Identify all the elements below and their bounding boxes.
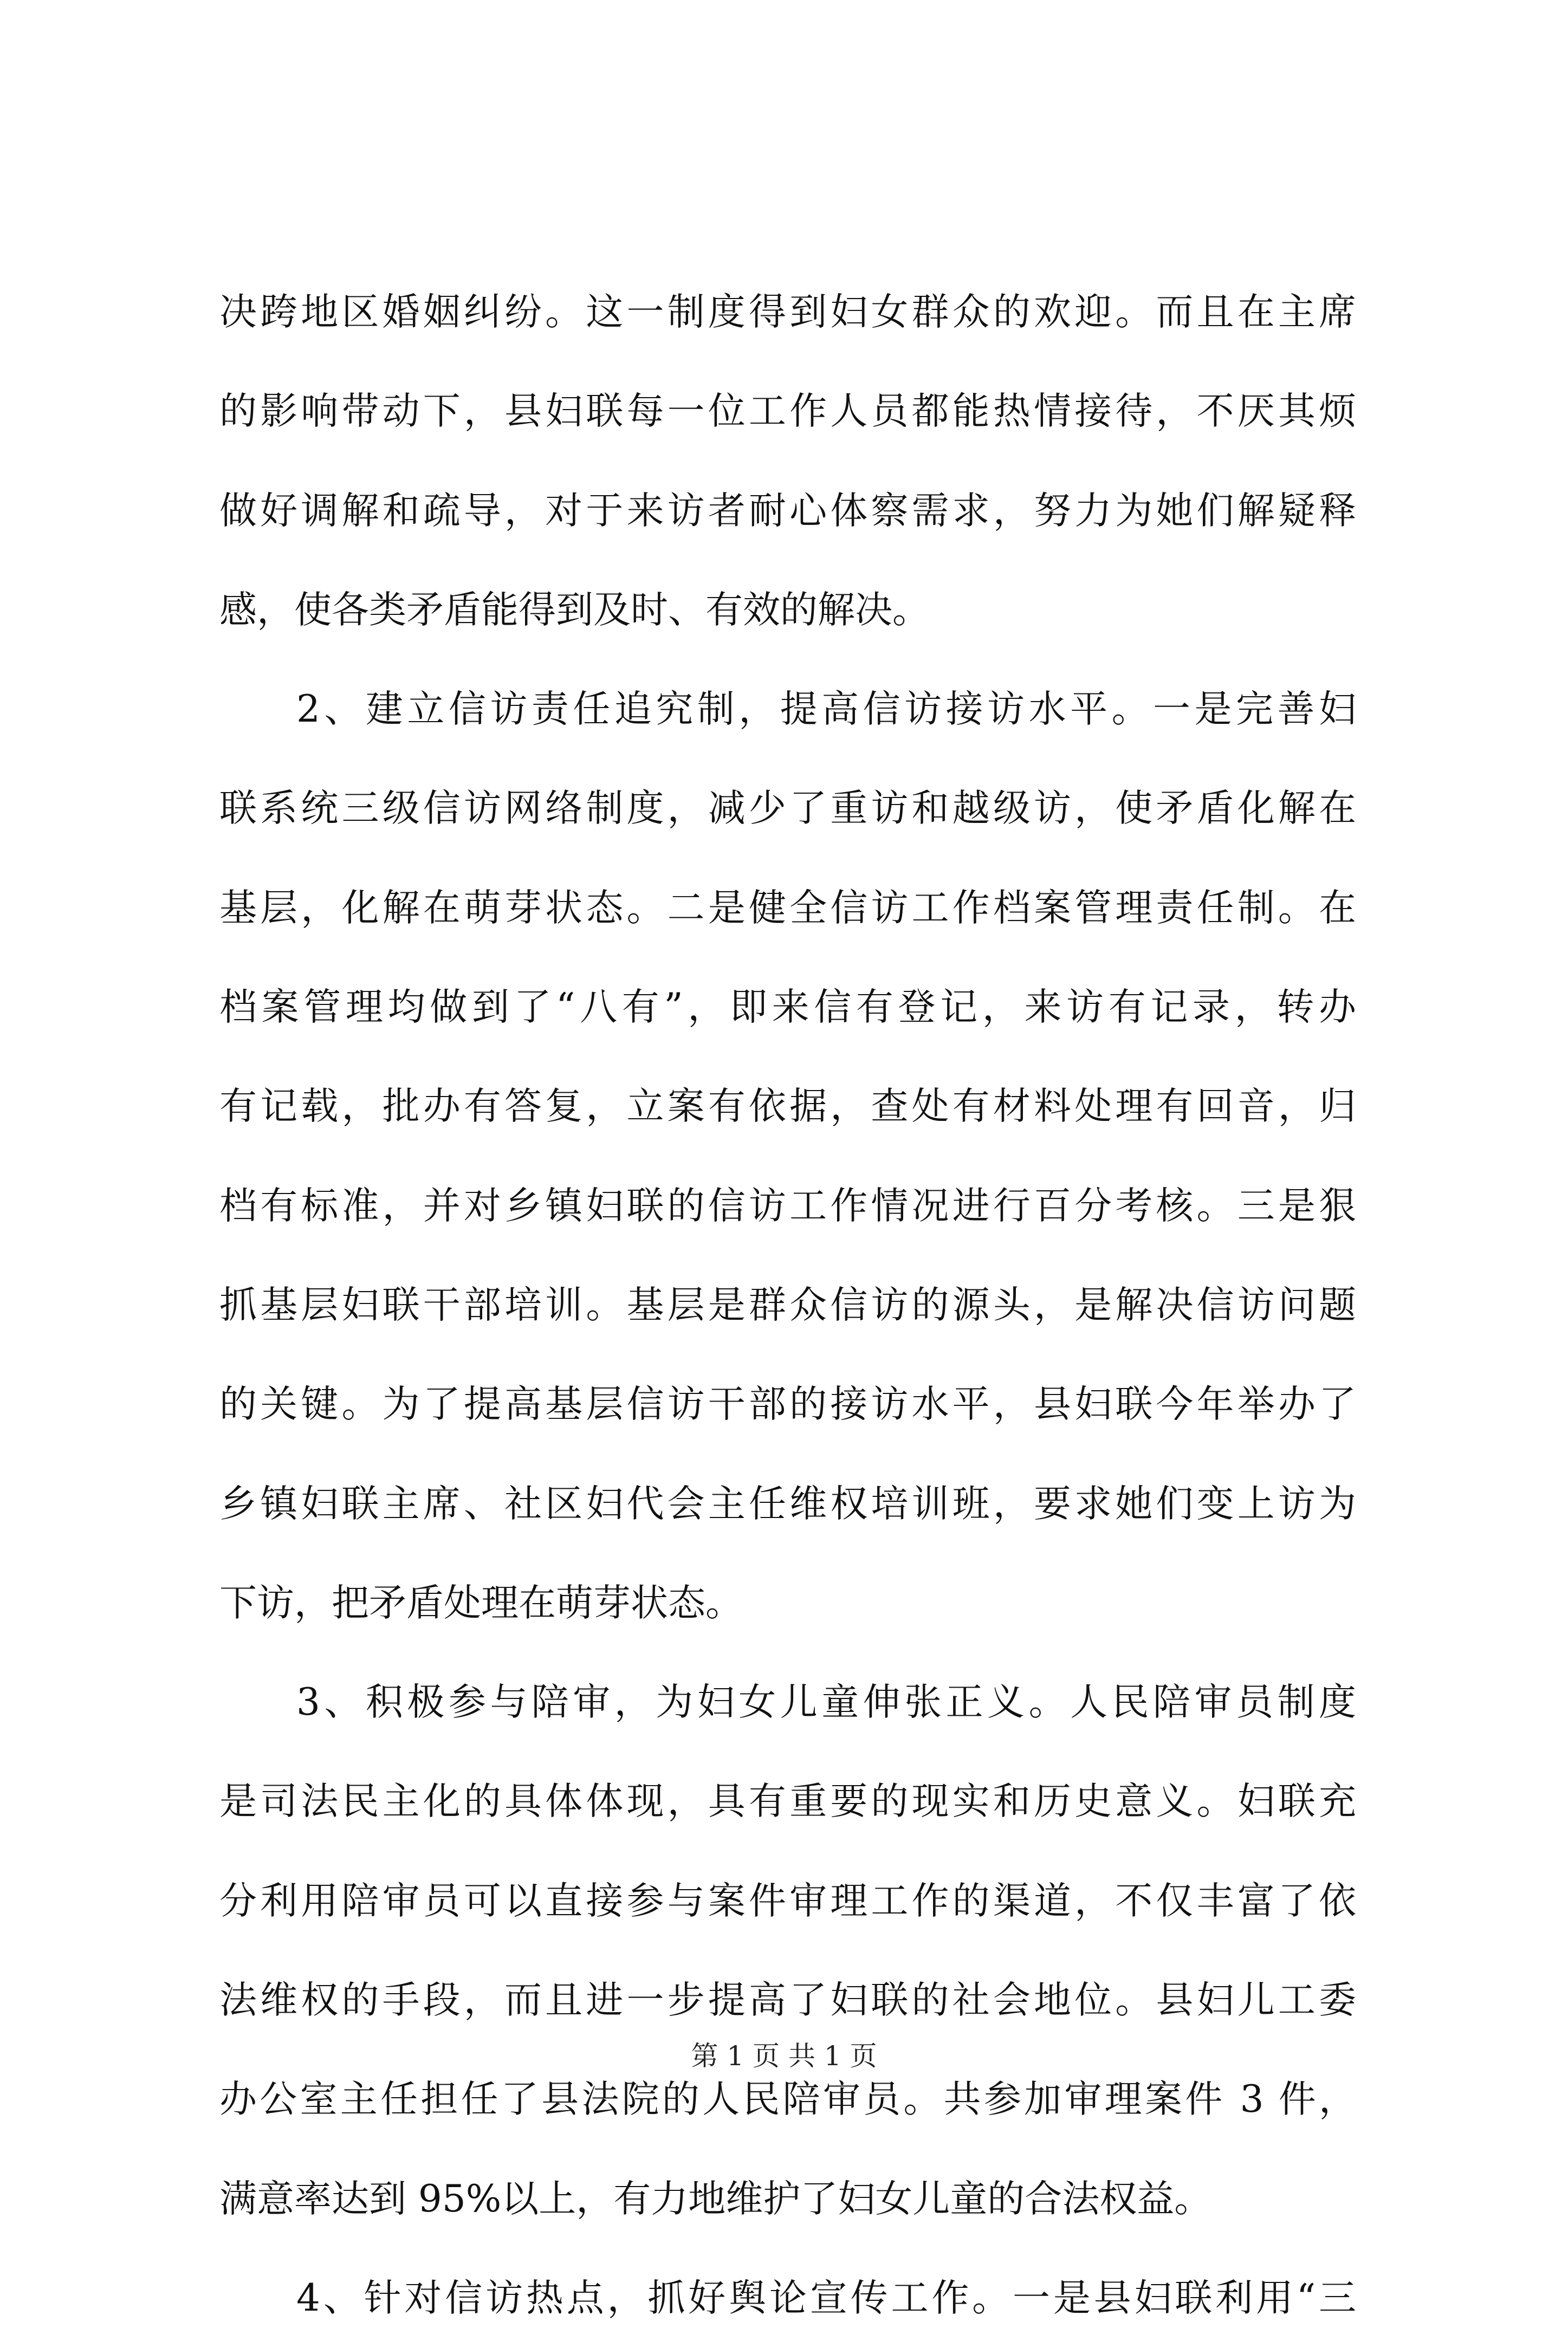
paragraph-start-line: 4、针对信访热点，抓好舆论宣传工作。一是县妇联利用“三	[296, 2276, 1356, 2320]
text-line: 决跨地区婚姻纠纷。这一制度得到妇女群众的欢迎。而且在主席	[219, 290, 1356, 334]
text-line: 法维权的手段，而且进一步提高了妇联的社会地位。县妇儿工委	[219, 1979, 1356, 2022]
text-line: 感，使各类矛盾能得到及时、有效的解决。	[219, 588, 930, 632]
text-line: 的影响带动下，县妇联每一位工作人员都能热情接待，不厌其烦	[219, 390, 1356, 433]
document-body	[219, 263, 1356, 2348]
text-line: 下访，把矛盾处理在萌芽状态。	[219, 1581, 743, 1625]
text-line: 基层，化解在萌芽状态。二是健全信访工作档案管理责任制。在	[219, 886, 1356, 930]
text-line: 乡镇妇联主席、社区妇代会主任维权培训班，要求她们变上访为	[219, 1482, 1356, 1526]
paragraph-start-line: 3、积极参与陪审，为妇女儿童伸张正义。人民陪审员制度	[296, 1681, 1356, 1724]
text-line: 分利用陪审员可以直接参与案件审理工作的渠道，不仅丰富了依	[219, 1879, 1356, 1923]
text-line: 有记载，批办有答复，立案有依据，查处有材料处理有回音，归	[219, 1085, 1356, 1128]
text-line: 联系统三级信访网络制度，减少了重访和越级访，使矛盾化解在	[219, 787, 1356, 831]
text-line: 的关键。为了提高基层信访干部的接访水平，县妇联今年举办了	[219, 1383, 1356, 1426]
text-line: 满意率达到 95%以上，有力地维护了妇女儿童的合法权益。	[219, 2177, 1212, 2221]
text-line: 抓基层妇联干部培训。基层是群众信访的源头，是解决信访问题	[219, 1283, 1356, 1327]
text-line: 办公室主任担任了县法院的人民陪审员。共参加审理案件 3 件，	[219, 2078, 1356, 2122]
text-line: 做好调解和疏导，对于来访者耐心体察需求，努力为她们解疑释	[219, 489, 1356, 533]
text-line: 档案管理均做到了“八有”，即来信有登记，来访有记录，转办	[219, 985, 1356, 1029]
paragraph-start-line: 2、建立信访责任追究制，提高信访接访水平。一是完善妇	[296, 687, 1356, 731]
text-line: 档有标准，并对乡镇妇联的信访工作情况进行百分考核。三是狠	[219, 1184, 1356, 1228]
text-line: 是司法民主化的具体体现，具有重要的现实和历史意义。妇联充	[219, 1780, 1356, 1824]
page-footer: 第 1 页 共 1 页	[691, 2040, 877, 2072]
